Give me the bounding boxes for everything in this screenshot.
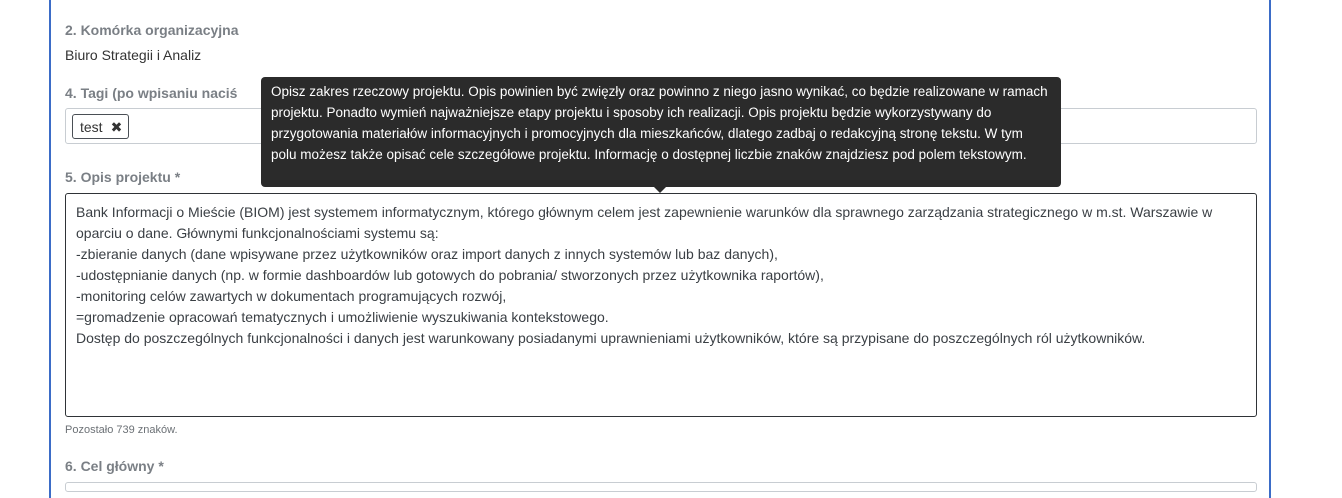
section-5-label xyxy=(65,169,180,185)
tag-text: test xyxy=(80,118,103,135)
tooltip-arrow xyxy=(653,186,667,193)
main-goal-input[interactable] xyxy=(65,482,1257,492)
section-6-label xyxy=(65,458,164,474)
section-6-label-text: 6. Cel główny xyxy=(65,458,155,474)
tag-chip xyxy=(72,114,129,139)
help-tooltip xyxy=(261,77,1061,187)
required-mark: * xyxy=(158,458,164,474)
project-description-textarea[interactable]: Bank Informacji o Mieście (BIOM) jest systemem informatycznym, którego głównym celem jest zapewnienie warunków dla sprawnego zarządzania strategicznego w m.st. Warszawie w oparciu o dane. Głównymi funkcjonalnościami systemu są: -zbieranie danych (dane wpisywane przez użytkowników oraz import danych z innych systemów lub baz danych), -udostępnianie danych (np. w formie dashboardów lub gotowych do pobrania/ stworzonych przez użytkownika raportów), -monitoring celów zawartych w dokumentach programujących rozwój, =gromadzenie opracowań tematycznych i umożliwienie wyszukiwania kontekstowego. Dostęp do poszczególnych funkcjonalności i danych jest warunkowany posiadanymi uprawnieniami użytkowników, które są przypisane do poszczególnych ról użytkowników. xyxy=(65,193,1257,417)
character-counter: Pozostało 739 znaków. xyxy=(65,424,178,436)
section-2-label-text: 2. Komórka organizacyjna xyxy=(65,22,239,38)
organizational-unit-value: Biuro Strategii i Analiz xyxy=(65,47,202,63)
section-4-label-text: 4. Tagi (po wpisaniu naciś xyxy=(65,85,238,101)
section-5-label-text: 5. Opis projektu xyxy=(65,169,171,185)
section-4-label xyxy=(65,85,237,101)
close-icon[interactable]: ✖ xyxy=(110,118,123,135)
required-mark: * xyxy=(174,169,181,185)
section-2-label xyxy=(65,22,239,38)
tooltip-text: Opisz zakres rzeczowy projektu. Opis powinien być zwięzły oraz powinno z niego jasno wynikać, co będzie realizowane w ramach projektu. Ponadto wymień najważniejsze etapy projektu i sposoby ich realizacji. Opis projektu będzie wykorzystywany do przygotowania materiałów informacyjnych i promocyjnych dla mieszkańców, dlatego zadbaj o redakcyjną stronę tekstu. W tym polu możesz także opisać cele szczegółowe projektu. Informację o dostępnej liczbie znaków znajdziesz pod polem tekstowym. xyxy=(271,84,1048,162)
